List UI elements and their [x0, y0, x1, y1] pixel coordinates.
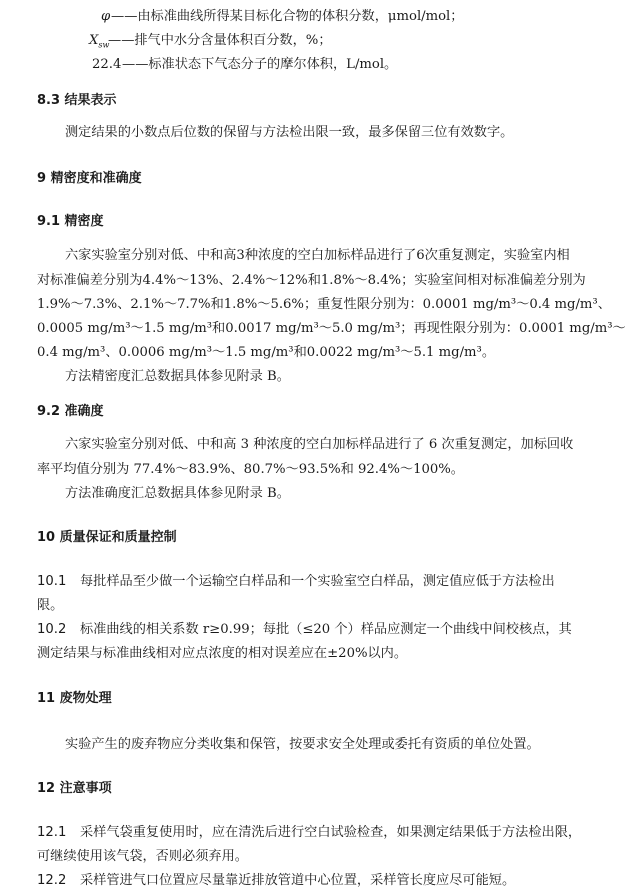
def-symbol-22-4: 22.4	[92, 57, 122, 72]
def-text-22-4: ——标准状态下气态分子的摩尔体积，L/mol。	[122, 57, 398, 72]
item-12-1-line: 可继续使用该气袋，否则必须弃用。	[37, 849, 248, 864]
section-9-heading: 9 精密度和准确度	[37, 171, 142, 186]
section-9-1-line: 0.0005 mg/m³～1.5 mg/m³和0.0017 mg/m³～5.0 mg/m³；再现性限分别为：0.0001 mg/m³～	[37, 321, 626, 336]
section-9-1-line: 1.9%～7.3%、2.1%～7.7%和1.8%～5.6%；重复性限分别为：0.0001 mg/m³～0.4 mg/m³、	[37, 297, 611, 312]
section-9-1-line: 方法精密度汇总数据具体参见附录 B。	[65, 369, 290, 384]
def-symbol-xsw: $X_{sw}$	[89, 33, 110, 50]
item-10-2-line: 标准曲线的相关系数 r≥0.99；每批（≤20 个）样品应测定一个曲线中间校核点，其	[80, 622, 572, 637]
section-11-paragraph: 实验产生的废弃物应分类收集和保管，按要求安全处理或委托有资质的单位处置。	[65, 737, 540, 752]
item-10-1-line: 限。	[37, 598, 64, 613]
item-10-2-line: 测定结果与标准曲线相对应点浓度的相对误差应在±20%以内。	[37, 646, 408, 661]
section-9-1-line: 对标准偏差分别为4.4%～13%、2.4%～12%和1.8%～8.4%；实验室间相对标准偏差分别为	[37, 273, 586, 288]
def-text-xsw: ——排气中水分含量体积百分数，%；	[108, 33, 332, 48]
item-10-1-number: 10.1	[37, 574, 67, 589]
item-12-1-line: 采样气袋重复使用时，应在清洗后进行空白试验检查，如果测定结果低于方法检出限，	[80, 825, 582, 840]
def-text-phi: ——由标准曲线所得某目标化合物的体积分数，μmol/mol；	[111, 9, 464, 24]
item-10-1-line: 每批样品至少做一个运输空白样品和一个实验室空白样品，测定值应低于方法检出	[80, 574, 555, 589]
section-9-2-line: 六家实验室分别对低、中和高 3 种浓度的空白加标样品进行了 6 次重复测定，加标回收	[65, 437, 574, 452]
section-8-3-paragraph: 测定结果的小数点后位数的保留与方法检出限一致，最多保留三位有效数字。	[65, 125, 514, 140]
def-symbol-phi: φ	[101, 9, 111, 24]
section-9-2-line: 率平均值分别为 77.4%～83.9%、80.7%～93.5%和 92.4%～100%。	[37, 462, 464, 477]
item-12-2-number: 12.2	[37, 873, 67, 888]
item-10-2-number: 10.2	[37, 622, 67, 637]
section-8-3-heading: 8.3 结果表示	[37, 93, 117, 108]
section-9-1-line: 六家实验室分别对低、中和高3种浓度的空白加标样品进行了6次重复测定，实验室内相	[65, 248, 570, 263]
section-11-heading: 11 废物处理	[37, 691, 112, 706]
section-9-1-heading: 9.1 精密度	[37, 214, 104, 229]
section-12-heading: 12 注意事项	[37, 781, 112, 796]
section-9-1-line: 0.4 mg/m³、0.0006 mg/m³～1.5 mg/m³和0.0022 mg/m³～5.1 mg/m³。	[37, 345, 496, 360]
item-12-2-line: 采样管进气口位置应尽量靠近排放管道中心位置，采样管长度应尽可能短。	[80, 873, 516, 888]
section-9-2-line: 方法准确度汇总数据具体参见附录 B。	[65, 486, 290, 501]
section-9-2-heading: 9.2 准确度	[37, 404, 104, 419]
section-10-heading: 10 质量保证和质量控制	[37, 530, 177, 545]
item-12-1-number: 12.1	[37, 825, 67, 840]
